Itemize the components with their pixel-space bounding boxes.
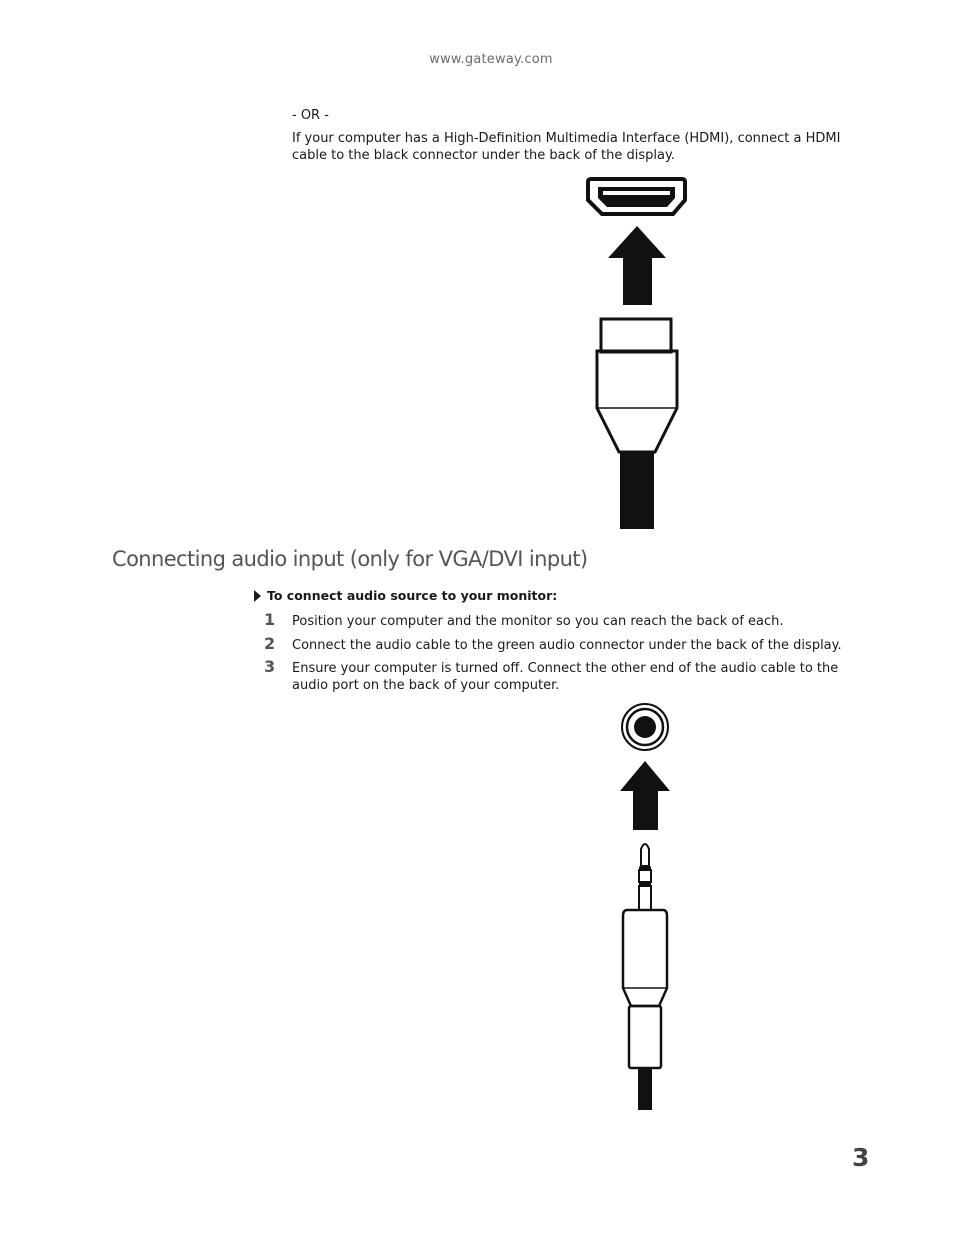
- section-title: Connecting audio input (only for VGA/DVI input): [112, 547, 588, 571]
- step-text: Connect the audio cable to the green audio connector under the back of the display.: [292, 637, 842, 653]
- up-arrow-icon: [608, 226, 666, 305]
- procedure-heading-label: To connect audio source to your monitor:: [267, 588, 558, 603]
- or-separator: - OR -: [292, 108, 329, 123]
- step-number: 3: [264, 657, 276, 676]
- step-number: 2: [264, 633, 276, 653]
- step-item: [262, 657, 874, 694]
- hdmi-plug-icon: [597, 319, 677, 529]
- audio-port-icon: [622, 704, 668, 750]
- step-item: [262, 610, 874, 631]
- step-text: Position your computer and the monitor so you can reach the back of each.: [292, 614, 784, 629]
- triangle-bullet-icon: [254, 590, 261, 602]
- hdmi-instruction: If your computer has a High-Definition Multimedia Interface (HDMI), connect a HDMI cable to the black connector under the back of the display.: [292, 131, 841, 163]
- steps-list: [262, 610, 874, 701]
- page-number: 3: [852, 1143, 870, 1172]
- step-text: Ensure your computer is turned off. Connect the other end of the audio cable to the audio port on the back of your computer.: [292, 661, 839, 693]
- audio-connection-illustration: [615, 702, 675, 1112]
- website-url: www.gateway.com: [429, 52, 553, 67]
- procedure-heading: [254, 588, 557, 603]
- hdmi-port-icon: [588, 179, 685, 214]
- step-item: [262, 633, 874, 655]
- up-arrow-icon: [620, 761, 670, 830]
- audio-plug-icon: [623, 844, 667, 1110]
- step-number: 1: [264, 610, 276, 629]
- hdmi-connection-illustration: [585, 176, 689, 531]
